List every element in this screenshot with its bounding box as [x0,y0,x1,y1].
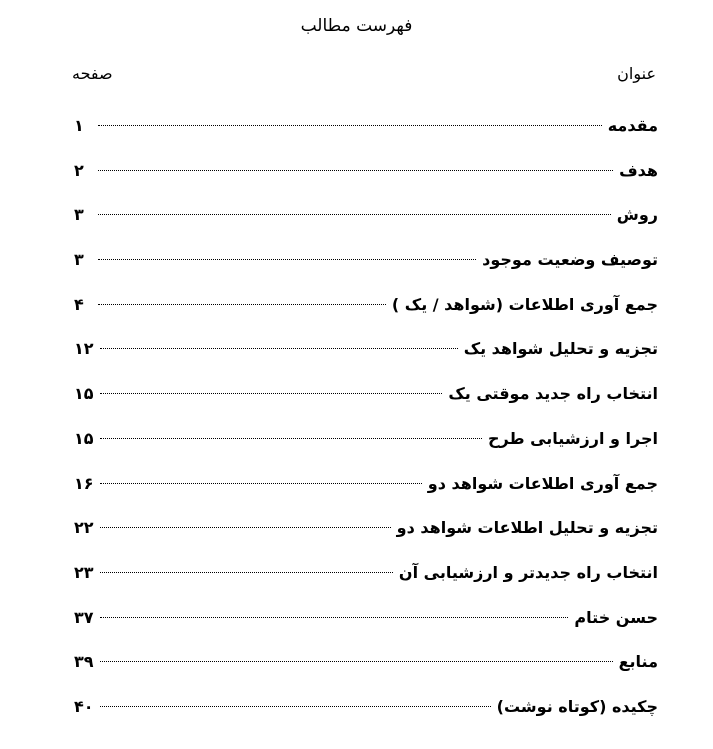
toc-entry-title: انتخاب راه جدید موقتی یک [448,384,658,404]
toc-entry [74,462,658,507]
dot-leader [100,437,482,439]
toc-entry [74,104,658,149]
toc-entry-page: ۴ [74,294,84,314]
toc-entry-title: توصیف وضعیت موجود [482,250,658,270]
toc-entry-title: انتخاب راه جدیدتر و ارزشیابی آن [398,562,658,582]
column-heading-page: صفحه [72,64,113,83]
dot-leader [100,660,613,662]
toc-entry-page: ۲ [74,160,84,180]
dot-leader [100,482,422,484]
toc-entry-title: مقدمه [607,116,658,135]
toc-entry [74,283,658,328]
dot-leader [98,213,611,215]
toc-entry-title: تجزیه و تحلیل اطلاعات شواهد دو [396,518,658,538]
toc-entry [74,149,658,194]
dot-leader [100,526,391,528]
toc-entry-page: ۱۲ [74,339,94,359]
dot-leader [98,169,613,171]
toc-entry [74,596,658,641]
toc-entry [74,238,658,283]
toc-entry-title: حسن ختام [574,607,658,627]
dot-leader [100,392,443,394]
toc-entry-title: تجزیه و تحلیل شواهد یک [463,339,658,359]
toc-list [74,104,658,730]
toc-entry-title: هدف [619,160,658,180]
dot-leader [98,124,602,126]
toc-entry-page: ۳۷ [74,607,94,627]
toc-entry-page: ۳۹ [74,652,94,672]
dot-leader [100,705,491,707]
dot-leader [100,347,458,349]
toc-entry [74,640,658,685]
toc-entry-page: ۳ [74,250,84,270]
toc-entry-title: منابع [618,652,658,672]
toc-title: فهرست مطالب [300,16,413,36]
dot-leader [100,571,393,573]
toc-entry [74,193,658,238]
toc-entry-page: ۳ [74,205,84,225]
toc-entry [74,551,658,596]
toc-entry-page: ۲۲ [74,518,94,538]
toc-entry-page: ۱۵ [74,428,94,448]
dot-leader [98,303,386,305]
toc-entry-page: ۱ [74,116,84,135]
toc-entry-page: ۱۶ [74,473,94,493]
toc-entry [74,327,658,372]
dot-leader [98,258,476,260]
toc-entry [74,417,658,462]
dot-leader [100,616,569,618]
toc-entry-title: چکیده (کوتاه نوشت) [496,696,658,716]
toc-entry-title: روش [616,205,658,225]
toc-entry [74,506,658,551]
toc-entry-page: ۴۰ [74,696,94,716]
column-heading-title: عنوان [617,64,656,83]
toc-entry-title: جمع آوری اطلاعات (شواهد / یک ) [391,294,658,314]
toc-entry [74,685,658,730]
toc-entry [74,372,658,417]
toc-entry-page: ۲۳ [74,562,94,582]
toc-entry-title: جمع آوری اطلاعات شواهد دو [427,473,658,493]
toc-entry-title: اجرا و ارزشیابی طرح [487,428,658,448]
toc-entry-page: ۱۵ [74,384,94,404]
